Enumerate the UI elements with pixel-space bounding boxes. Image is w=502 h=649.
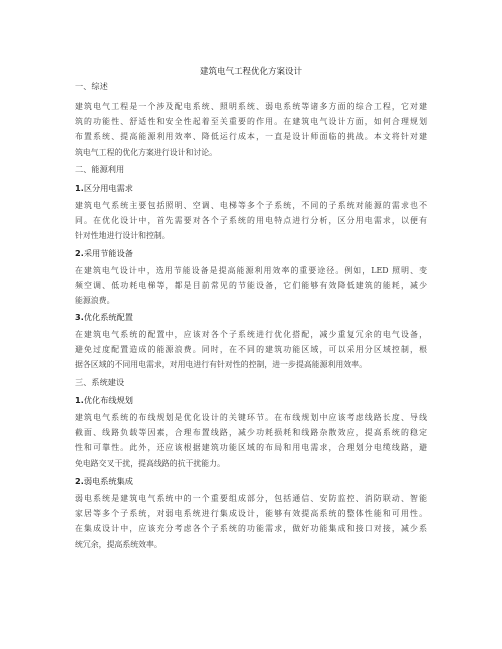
paragraph-line: 筑的功能性、舒适性和安全性起着至关重要的作用。在建筑电气设计方面，如何合理规划 — [75, 117, 427, 127]
section-heading-system-construction: 三、系统建设 — [75, 377, 125, 387]
subheading-system-configuration: 3.优化系统配置 — [75, 312, 133, 322]
section-heading-energy: 二、能源利用 — [75, 164, 125, 174]
paragraph-line: 建筑电气系统的布线规划是优化设计的关键环节。在布线规划中应该考虑线路长度、导线 — [75, 413, 427, 422]
system-configuration-paragraph — [75, 327, 427, 373]
paragraph-line: 在集成设计中，应该充分考虑各个子系统的功能需求，做好功能集成和接口对接，减少系 — [75, 524, 427, 534]
paragraph-line: 性和可靠性。此外，还应该根据建筑功能区域的布局和用电需求，合理划分电缆线路，避 — [75, 443, 427, 453]
paragraph-line: 在建筑电气系统的配置中，应该对各个子系统进行优化搭配，减少重复冗余的电气设备， — [75, 330, 427, 339]
subheading-low-voltage-integration: 2.弱电系统集成 — [75, 476, 133, 486]
wiring-plan-paragraph — [75, 410, 427, 471]
document-title: 建筑电气工程优化方案设计 — [199, 67, 302, 77]
paragraph-line: 同。在优化设计中，首先需要对各个子系统的用电特点进行分析，区分用电需求，以便有 — [75, 216, 427, 226]
subheading-energy-saving-equipment: 2.采用节能设备 — [75, 248, 133, 258]
paragraph-line: 筑电气工程的优化方案进行设计和讨论。 — [75, 147, 218, 157]
paragraph-line: 建筑电气系统主要包括照明、空调、电梯等多个子系统，不同的子系统对能源的需求也不 — [75, 201, 427, 210]
paragraph-line: 弱电系统是建筑电气系统中的一个重要组成部分，包括通信、安防监控、消防联动、智能 — [75, 494, 427, 503]
subheading-power-demand: 1.区分用电需求 — [75, 183, 133, 193]
energy-saving-paragraph — [75, 263, 427, 309]
paragraph-line: 避免过度配置造成的能源浪费。同时，在不同的建筑功能区域，可以采用分区域控制，根 — [75, 345, 427, 355]
paragraph-line: 布置系统、提高能源利用效率、降低运行成本，一直是设计师面临的挑战。本文将针对建 — [75, 132, 427, 142]
paragraph-line: 家居等多个子系统，对弱电系统进行集成设计，能够有效提高系统的整体性能和可用性。 — [75, 509, 427, 519]
paragraph-line: 建筑电气工程是一个涉及配电系统、照明系统、弱电系统等诸多方面的综合工程，它对建 — [75, 102, 427, 111]
paragraph-line: 在建筑电气设计中，选用节能设备是提高能源利用效率的重要途径。例如，LED 照明、变 — [75, 266, 427, 275]
overview-paragraph — [75, 99, 427, 160]
paragraph-line: 频空调、低功耗电梯等，都是目前常见的节能设备，它们能够有效降低建筑的能耗，减少 — [75, 281, 427, 291]
paragraph-line: 统冗余，提高系统效率。 — [75, 539, 162, 549]
paragraph-line: 据各区域的不同用电需求，对用电进行有针对性的控制，进一步提高能源利用效率。 — [75, 360, 367, 370]
paragraph-line: 能源浪费。 — [75, 296, 115, 306]
low-voltage-integration-paragraph — [75, 491, 427, 552]
power-demand-paragraph — [75, 198, 427, 244]
paragraph-line: 截面、线路负载等因素，合理布置线路，减少功耗损耗和线路杂散效应，提高系统的稳定 — [75, 428, 427, 438]
paragraph-line: 针对性地进行设计和控制。 — [75, 231, 170, 241]
paragraph-line: 免电路交叉干扰，提高线路的抗干扰能力。 — [75, 458, 225, 468]
subheading-wiring-plan: 1.优化布线规划 — [75, 395, 133, 405]
section-heading-overview: 一、综述 — [75, 81, 108, 91]
